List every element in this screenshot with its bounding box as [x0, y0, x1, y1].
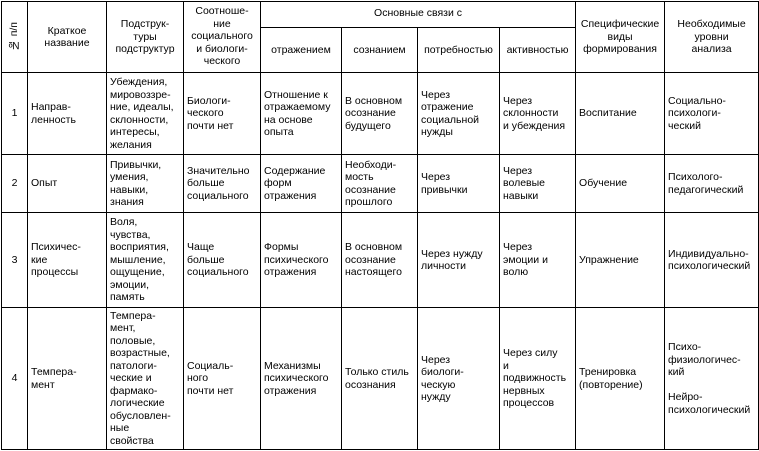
header-activity: активностью — [500, 28, 576, 73]
header-num: № п/п — [2, 2, 28, 73]
table-row — [2, 308, 759, 450]
row-consciousness: Необходи- мость осознание прошлого — [342, 155, 418, 213]
row-substructures: Темпера- мент, половые, возрастные, патологи- ческие и фармако- логические обусловлен- ные свойства — [107, 308, 184, 450]
row-activity: Через силу и подвижность нервных процессов — [500, 308, 576, 450]
row-consciousness: В основном осознание настоящего — [342, 213, 418, 308]
row-formation: Воспитание — [576, 73, 665, 155]
row-name: Темпера- мент — [28, 308, 107, 450]
row-consciousness: Только стиль осознания — [342, 308, 418, 450]
row-levels: Индивидуально- психологический — [665, 213, 759, 308]
row-activity: Через волевые навыки — [500, 155, 576, 213]
row-name: Опыт — [28, 155, 107, 213]
header-consciousness: сознанием — [342, 28, 418, 73]
row-ratio: Социаль- ного почти нет — [184, 308, 261, 450]
header-short-name: Краткое название — [28, 2, 107, 73]
header-substructures: Подструк- туры подструктур — [107, 2, 184, 73]
row-need: Через привычки — [418, 155, 500, 213]
row-ratio: Чаще больше социального — [184, 213, 261, 308]
row-substructures: Убеждения, мировоззре- ние, идеалы, склонности, интересы, желания — [107, 73, 184, 155]
row-reflection: Отношение к отражаемому на основе опыта — [261, 73, 342, 155]
row-substructures: Привычки, умения, навыки, знания — [107, 155, 184, 213]
row-need: Через нужду личности — [418, 213, 500, 308]
row-formation: Упражнение — [576, 213, 665, 308]
row-num: 4 — [2, 308, 28, 450]
row-activity: Через эмоции и волю — [500, 213, 576, 308]
row-need: Через отражение социальной нужды — [418, 73, 500, 155]
row-ratio: Значительно больше социального — [184, 155, 261, 213]
personality-structure-table — [1, 1, 759, 450]
row-formation: Тренировка (повторение) — [576, 308, 665, 450]
header-reflection: отражением — [261, 28, 342, 73]
row-ratio: Биологи- ческого почти нет — [184, 73, 261, 155]
row-formation: Обучение — [576, 155, 665, 213]
row-need: Через биологи- ческую нужду — [418, 308, 500, 450]
row-substructures: Воля, чувства, восприятия, мышление, ощущение, эмоции, память — [107, 213, 184, 308]
row-reflection: Содержание форм отражения — [261, 155, 342, 213]
row-reflection: Механизмы психического отражения — [261, 308, 342, 450]
header-levels: Необходимые уровни анализа — [665, 2, 759, 73]
row-num: 1 — [2, 73, 28, 155]
row-levels: Психолого- педагогический — [665, 155, 759, 213]
header-ratio: Соотноше- ние социального и биологи- ческого — [184, 2, 261, 73]
table-row — [2, 213, 759, 308]
table-row — [2, 155, 759, 213]
row-consciousness: В основном осознание будущего — [342, 73, 418, 155]
row-name: Психичес- кие процессы — [28, 213, 107, 308]
row-num: 2 — [2, 155, 28, 213]
row-activity: Через склонности и убеждения — [500, 73, 576, 155]
row-reflection: Формы психического отражения — [261, 213, 342, 308]
header-formation: Специфические виды формирования — [576, 2, 665, 73]
header-need: потребностью — [418, 28, 500, 73]
header-main-links: Основные связи с — [261, 2, 576, 28]
row-levels: Психо- физиологичес- кий Нейро- психологический — [665, 308, 759, 450]
row-num: 3 — [2, 213, 28, 308]
row-name: Направ- ленность — [28, 73, 107, 155]
table-row — [2, 73, 759, 155]
row-levels: Социально- психологи- ческий — [665, 73, 759, 155]
